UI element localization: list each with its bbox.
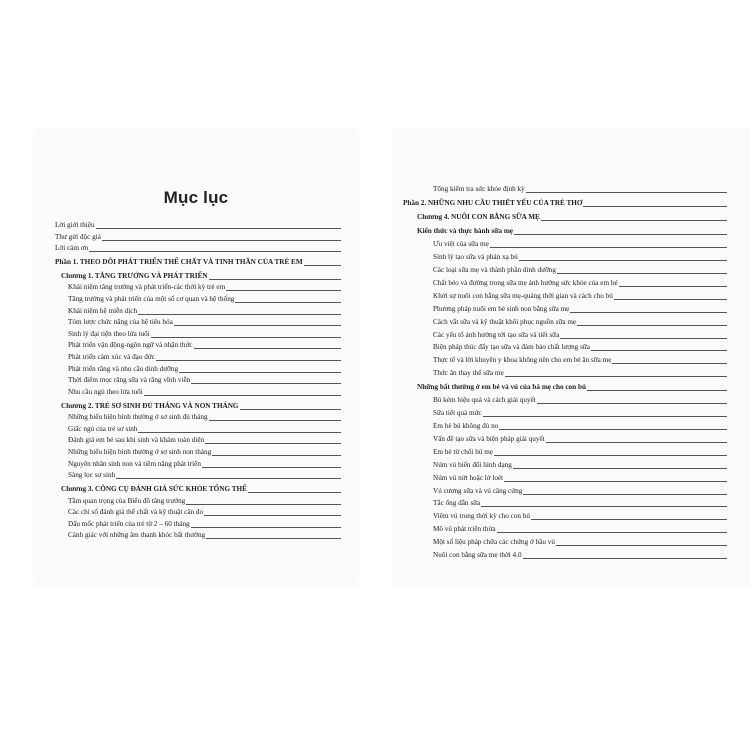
toc-entry <box>433 328 727 340</box>
toc-leader-line <box>557 273 727 274</box>
toc-entry-text: Những biểu hiện bình thường ở sơ sinh non tháng <box>68 448 212 456</box>
toc-entry-text: Cách vắt sữa và kỹ thuật khôi phục nguồn sữa mẹ <box>433 317 577 326</box>
toc-entry-text: Các yếu tố ảnh hưởng tới tạo sữa và tiết sữa <box>433 330 560 339</box>
toc-entry-text: Lời giới thiệu <box>55 221 95 229</box>
toc-entry <box>433 340 727 352</box>
toc-entry <box>433 496 727 508</box>
toc-entry <box>68 517 341 529</box>
toc-entry <box>68 494 341 506</box>
toc-entry <box>433 445 727 457</box>
toc-entry <box>417 380 727 392</box>
toc-leader-line <box>499 429 727 430</box>
toc-entry <box>68 445 341 457</box>
toc-entry <box>68 350 341 362</box>
toc-entry <box>68 327 341 339</box>
toc-page-right <box>393 130 750 585</box>
toc-leader-line <box>560 338 727 339</box>
toc-leader-line <box>577 325 727 326</box>
toc-leader-line <box>513 468 727 469</box>
toc-entry <box>433 458 727 470</box>
toc-entry <box>433 289 727 301</box>
toc-entry-text: Viêm vú trong thời kỳ cho con bú <box>433 512 530 521</box>
toc-leader-line <box>504 481 727 482</box>
toc-entry-text: Sinh lý đại tiện theo lứa tuổi <box>68 329 150 338</box>
toc-entry-text: Sữa tiết quá mức <box>433 409 482 418</box>
toc-entry <box>68 422 341 434</box>
toc-leader-line <box>519 260 727 261</box>
toc-entry-text: Tầm quan trọng của Biểu đồ tăng trưởng <box>68 496 186 505</box>
toc-leader-line <box>483 416 727 417</box>
toc-entry <box>68 292 341 304</box>
toc-entry <box>433 535 727 547</box>
toc-entry-text: Phát triển vận động-ngôn ngữ và nhận thức <box>68 341 193 350</box>
toc-entry <box>433 366 727 378</box>
toc-entry-text: Phần 2. NHỮNG NHU CẦU THIẾT YẾU CỦA TRẺ THƠ <box>403 199 583 208</box>
toc-leader-line <box>570 312 727 313</box>
toc-leader-line <box>116 478 341 479</box>
toc-entry-text: Ưu việt của sữa mẹ <box>433 240 489 249</box>
toc-entry-text: Phát triển cảm xúc và đạo đức <box>68 353 155 361</box>
toc-entry <box>55 230 341 242</box>
toc-leader-line <box>541 220 727 221</box>
toc-entry-text: Dấu mốc phát triển của trẻ từ 2 – 60 tháng <box>68 519 190 528</box>
toc-leader-line <box>514 234 727 235</box>
toc-entry-text: Thời điểm mọc răng sữa và răng vĩnh viễn <box>68 376 191 385</box>
toc-entry <box>433 522 727 534</box>
toc-entry <box>55 218 341 230</box>
toc-title: Mục lục <box>163 188 229 207</box>
toc-entry <box>68 315 341 327</box>
toc-entry <box>61 482 341 494</box>
toc-leader-line <box>494 455 727 456</box>
toc-entry <box>433 182 727 194</box>
toc-entry-text: Các loại sữa mẹ và thành phần dinh dưỡng <box>433 266 556 274</box>
toc-entry-text: Chương 3. CÔNG CỤ ĐÁNH GIÁ SỨC KHỎE TỔNG THỂ <box>61 485 247 493</box>
toc-entry <box>433 432 727 444</box>
toc-entry-text: Chất béo và đường trong sữa mẹ ảnh hưởng sức khỏe của em bé <box>433 278 618 287</box>
toc-leader-line <box>490 247 727 248</box>
toc-entry <box>68 304 341 316</box>
toc-entry-text: Chương 4. NUÔI CON BẰNG SỮA MẸ <box>417 213 540 222</box>
toc-entry <box>68 385 341 397</box>
toc-entry <box>68 373 341 385</box>
toc-entry-text: Phần 1. THEO DÕI PHÁT TRIỂN THỂ CHẤT VÀ TINH THẦN CỦA TRẺ EM <box>55 258 303 266</box>
toc-entry <box>68 505 341 517</box>
toc-entry-text: Thư gửi độc giả <box>55 232 101 241</box>
toc-entry <box>55 255 341 267</box>
toc-leader-line <box>556 545 727 546</box>
toc-entry-text: Em bé bú không đủ no <box>433 422 499 430</box>
toc-entry-text: Kiến thức và thực hành sữa mẹ <box>417 227 513 236</box>
toc-entry-text: Khái niệm tăng trưởng và phát triển-các thời kỳ trẻ em <box>68 283 226 292</box>
toc-entry-text: Vú cương sữa và vú căng cứng <box>433 486 523 495</box>
toc-page-left <box>35 130 357 585</box>
toc-entry-text: Em bé từ chối bú mẹ <box>433 447 493 456</box>
toc-leader-line <box>583 206 727 207</box>
toc-entry <box>68 457 341 469</box>
toc-entry <box>61 269 341 281</box>
toc-entry <box>68 433 341 445</box>
toc-entry <box>417 224 727 236</box>
toc-entry-text: Các chỉ số đánh giá thể chất và kỹ thuật cân đo <box>68 508 204 517</box>
toc-entry <box>55 241 341 253</box>
toc-entry <box>417 210 727 222</box>
toc-entry-text: Một số liệu pháp chữa các chứng ở bầu vú <box>433 538 555 547</box>
toc-entry-text: Khởi sự nuôi con bằng sữa mẹ-quảng thời gian và cách cho bú <box>433 291 613 300</box>
toc-leader-line <box>526 192 727 193</box>
toc-leader-line <box>481 506 727 507</box>
toc-leader-line <box>537 403 727 404</box>
toc-leader-line <box>523 494 727 495</box>
toc-entry-text: Mô vú phát triển thừa <box>433 525 496 534</box>
toc-entry <box>433 548 727 560</box>
toc-entry-text: Thức ăn thay thế sữa mẹ <box>433 369 504 378</box>
toc-entry <box>433 406 727 418</box>
toc-leader-line <box>89 251 341 252</box>
toc-entry-text: Nuôi con bằng sữa mẹ thời 4.0 <box>433 551 522 559</box>
toc-entry-text: Giấc ngủ của trẻ sơ sinh <box>68 424 138 433</box>
toc-entry-text: Đánh giá em bé sau khi sinh và khám toàn diện <box>68 436 205 445</box>
toc-entry-text: Biện pháp thúc đẩy tạo sữa và đảm bảo chất lượng sữa <box>433 343 590 352</box>
toc-leader-line <box>531 519 727 520</box>
toc-entry-text: Sinh lý tạo sữa và phản xạ bú <box>433 253 518 262</box>
toc-entry-text: Sàng lọc sơ sinh <box>68 471 116 480</box>
toc-entry-text: Những bất thường ở em bé và vú của bà mẹ cho con bú <box>417 383 586 392</box>
toc-entry-text: Thực tế và lời khuyên y khoa không nên cho em bé ăn sữa mẹ <box>433 356 612 365</box>
toc-entry <box>433 263 727 275</box>
toc-leader-line <box>497 532 727 533</box>
toc-entry-text: Núm vú biến đổi hình dạng <box>433 460 512 469</box>
toc-entry-text: Tổng kiểm tra sức khỏe định kỳ <box>433 185 525 193</box>
toc-leader-line <box>523 558 727 559</box>
toc-entry <box>68 410 341 422</box>
toc-entry <box>433 471 727 483</box>
toc-entry <box>433 393 727 405</box>
toc-entry-text: Nhu cầu ngủ theo lứa tuổi <box>68 387 143 396</box>
toc-leader-line <box>614 299 727 300</box>
toc-entry-text: Vấn đề tạo sữa và biện pháp giải quyết <box>433 434 545 443</box>
toc-entry-text: Phát triển răng và nhu cầu dinh dưỡng <box>68 364 179 373</box>
toc-entry <box>433 509 727 521</box>
toc-entry <box>433 250 727 262</box>
toc-entry-text: Tắc ống dẫn sữa <box>433 499 481 508</box>
toc-entry-text: Tóm lược chức năng của hệ tiêu hóa <box>68 318 173 327</box>
toc-entry <box>433 302 727 314</box>
toc-entry <box>433 484 727 496</box>
toc-entry <box>68 362 341 374</box>
toc-entry <box>433 419 727 431</box>
toc-entry-text: Tăng trưởng và phát triển của một số cơ quan và hệ thống <box>68 295 235 303</box>
toc-leader-line <box>546 442 727 443</box>
toc-entry-text: Nguyên nhân sinh non và tiêm năng phát triển <box>68 459 201 468</box>
toc-entry-text: Bú kém hiệu quả và cách giải quyết <box>433 396 536 405</box>
toc-entry-text: Chương 1. TĂNG TRƯỞNG VÀ PHÁT TRIỂN <box>61 271 208 280</box>
toc-entry <box>68 280 341 292</box>
toc-leader-line <box>587 390 727 391</box>
toc-leader-line <box>144 395 341 396</box>
toc-entry <box>433 237 727 249</box>
toc-entry-text: Chương 2. TRẺ SƠ SINH ĐỦ THÁNG VÀ NON THÁNG <box>61 401 239 410</box>
toc-leader-line <box>591 350 727 351</box>
toc-leader-line <box>612 363 727 364</box>
toc-entry <box>403 196 727 208</box>
toc-entry-text: Khái niệm hệ miễn dịch <box>68 306 138 315</box>
toc-leader-line <box>619 286 727 287</box>
toc-entry-text: Lời cảm ơn <box>55 244 89 253</box>
toc-leader-line <box>304 265 341 266</box>
toc-leader-line <box>206 538 341 539</box>
toc-entry <box>68 468 341 480</box>
toc-entry <box>68 528 341 540</box>
toc-entry-text: Núm vú nứt hoặc lở loét <box>433 473 504 482</box>
toc-entry <box>68 338 341 350</box>
toc-entry <box>433 315 727 327</box>
toc-entry <box>61 399 341 411</box>
toc-entry-text: Những biểu hiện bình thường ở sơ sinh đủ tháng <box>68 413 208 422</box>
toc-entry-text: Cảnh giác với những âm thanh khóc bất thường <box>68 531 206 540</box>
toc-entry <box>433 276 727 288</box>
toc-entry <box>433 353 727 365</box>
toc-entry-text: Phương pháp nuôi em bé sinh non bằng sữa mẹ <box>433 304 570 313</box>
toc-leader-line <box>505 376 727 377</box>
